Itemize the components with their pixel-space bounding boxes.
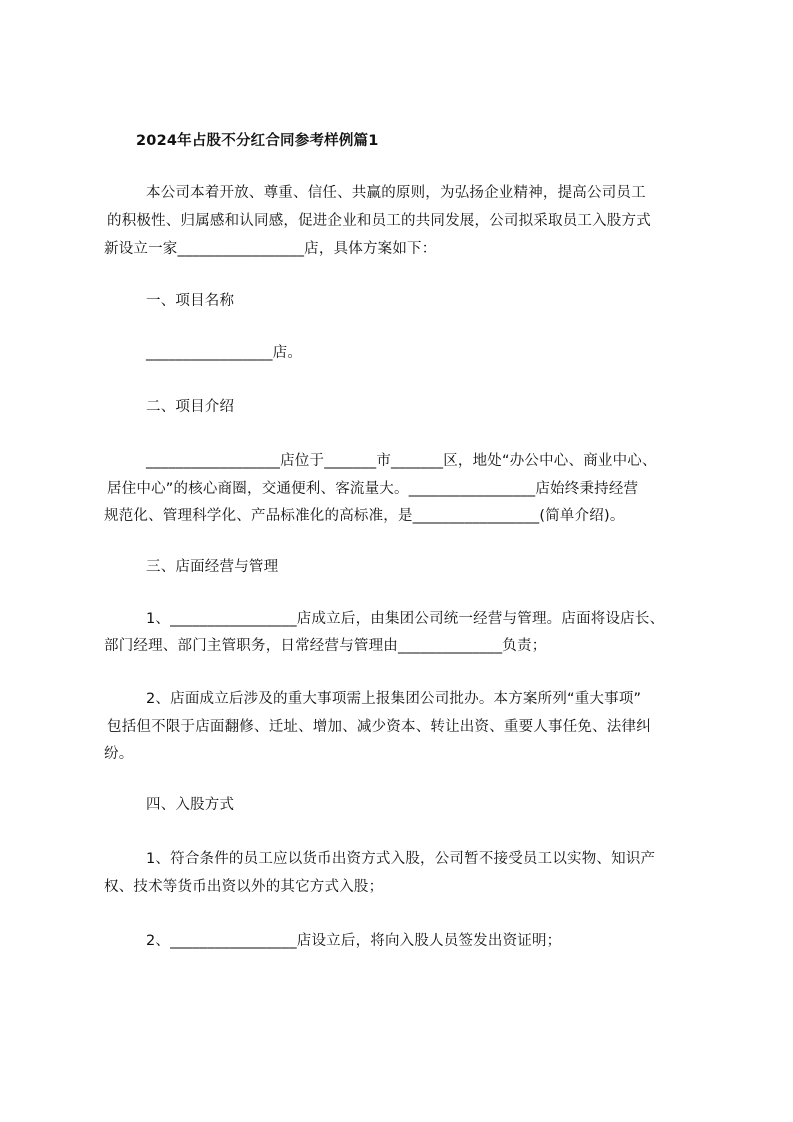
section1-content: _________________店。 xyxy=(146,345,303,361)
section3-item2-line-3: 纷。 xyxy=(104,746,134,762)
document-title: 2024年占股不分红合同参考样例篇1 xyxy=(136,133,379,149)
section2-line-2: 居住中心”的核心商圈，交通便利、客流量大。_________________店始终秉持经营 xyxy=(107,481,639,497)
intro-line-1: 本公司本着开放、尊重、信任、共赢的原则，为弘扬企业精神，提高公司员工 xyxy=(146,185,646,201)
section2-line-3: 规范化、管理科学化、产品标准化的高标准，是_________________(简单介绍)。 xyxy=(104,508,625,524)
section2-line-1: __________________店位于_______市_______区，地处“办公中心、商业中心、 xyxy=(146,453,657,469)
section3-item2-line-1: 2、店面成立后涉及的重大事项需上报集团公司批办。本方案所列“重大事项” xyxy=(146,691,642,707)
section3-item1-line-1: 1、_________________店成立后，由集团公司统一经营与管理。店面将设店长、 xyxy=(146,611,665,627)
section4-item2: 2、_________________店设立后，将向入股人员签发出资证明； xyxy=(146,933,562,949)
section4-heading: 四、入股方式 xyxy=(146,797,235,813)
intro-line-3: 新设立一家_________________店，具体方案如下： xyxy=(104,241,437,257)
section3-item2-line-2: 包括但不限于店面翻修、迁址、增加、减少资本、转让出资、重要人事任免、法律纠 xyxy=(107,719,651,735)
section2-heading: 二、项目介绍 xyxy=(146,399,235,415)
section1-heading: 一、项目名称 xyxy=(146,293,235,309)
section3-heading: 三、店面经营与管理 xyxy=(146,559,279,575)
section3-item1-line-2: 部门经理、部门主管职务，日常经营与管理由______________负责； xyxy=(104,638,547,654)
section4-item1-line-2: 权、技术等货币出资以外的其它方式入股； xyxy=(104,879,384,895)
section4-item1-line-1: 1、符合条件的员工应以货币出资方式入股，公司暂不接受员工以实物、知识产 xyxy=(146,851,656,867)
intro-line-2: 的积极性、归属感和认同感，促进企业和员工的共同发展，公司拟采取员工入股方式 xyxy=(107,213,651,229)
